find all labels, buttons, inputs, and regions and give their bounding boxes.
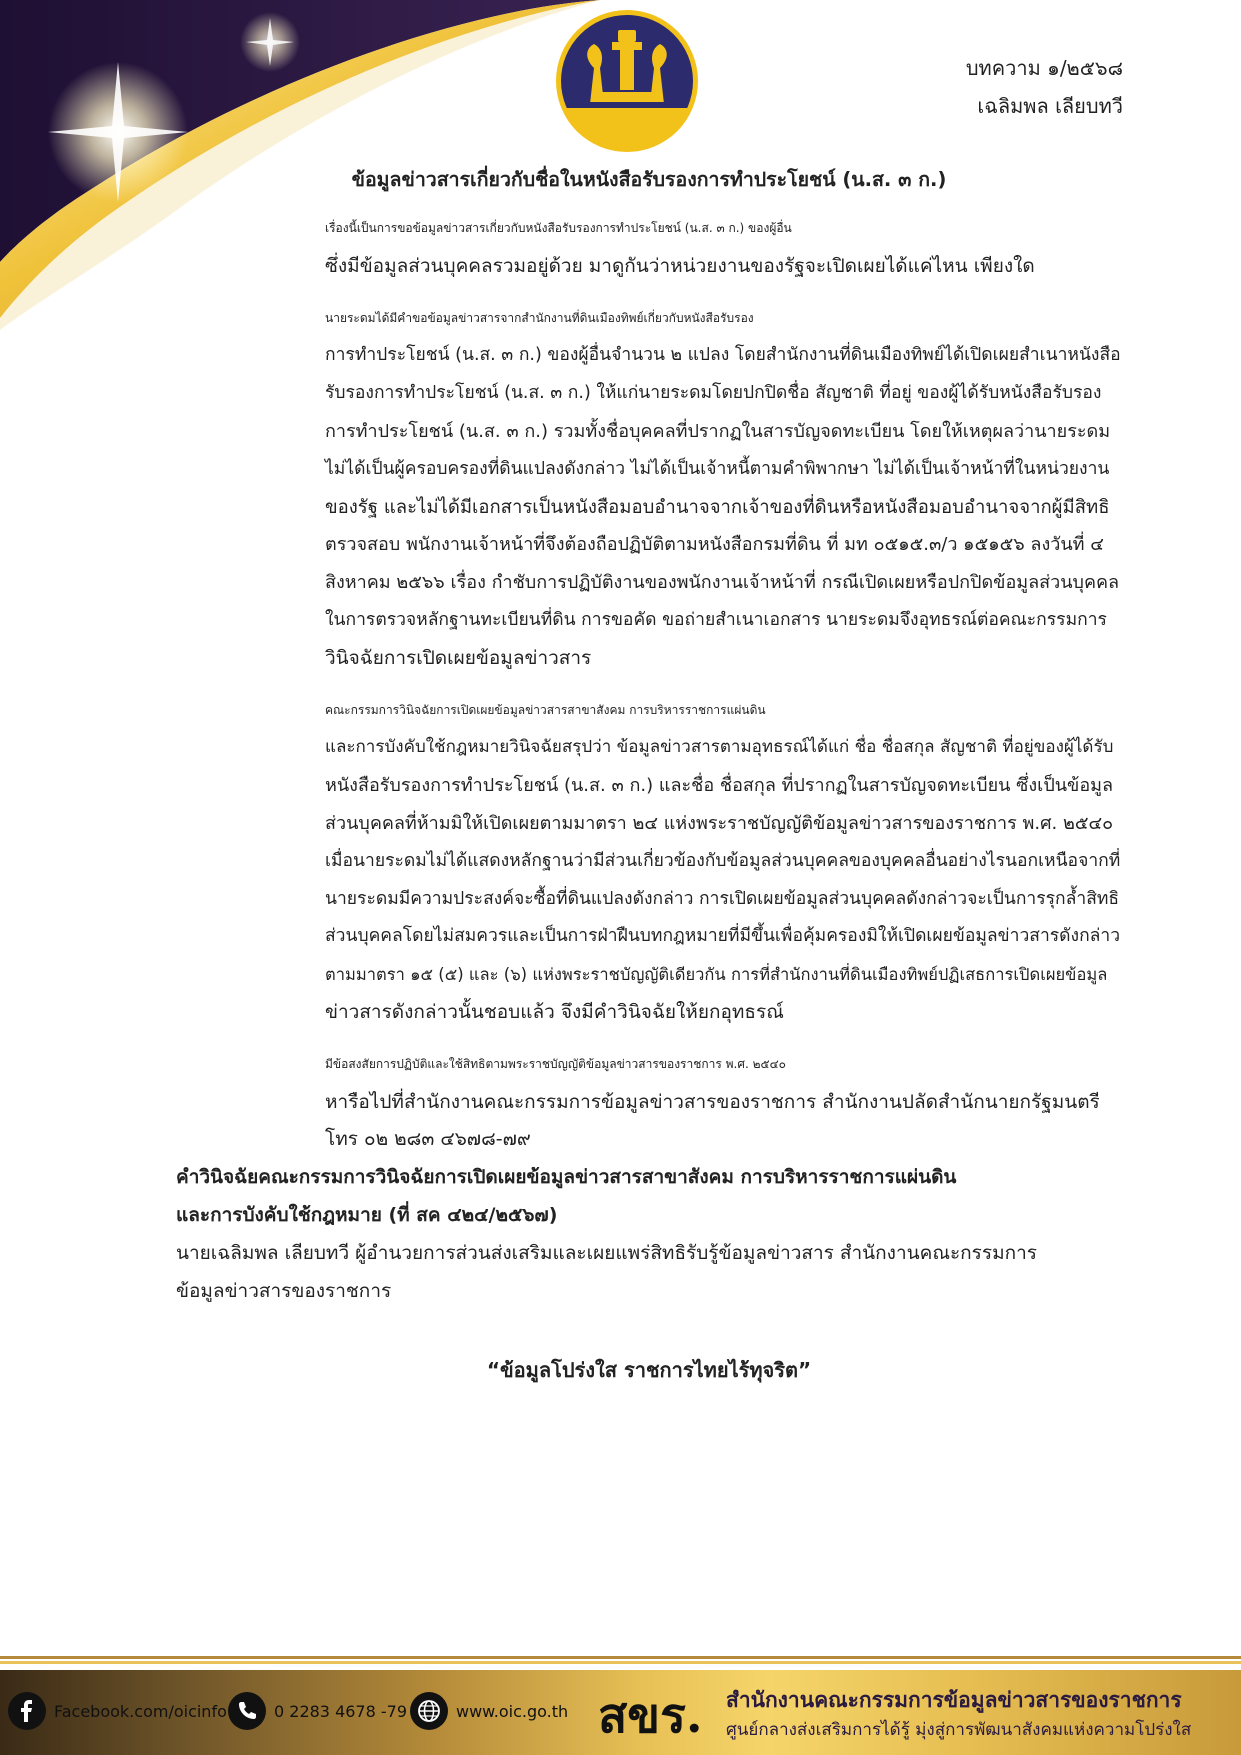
text-line: นายระดมมีความประสงค์จะซื้อที่ดินแปลงดังกล่าว การเปิดเผยข้อมูลส่วนบุคคลดังกล่าวจะเป็นการรุกล้ำสิทธิ — [325, 888, 1120, 909]
text-line: ส่วนบุคคลที่ห้ามมิให้เปิดเผยตามมาตรา ๒๔ แห่งพระราชบัญญัติข้อมูลข่าวสารของราชการ พ.ศ. ๒๕๔๐ — [325, 812, 1114, 834]
footer-phone[interactable] — [228, 1690, 407, 1732]
footer-divider — [0, 1656, 1241, 1664]
text-line: การทำประโยชน์ (น.ส. ๓ ก.) ของผู้อื่นจำนวน ๒ แปลง โดยสำนักงานที่ดินเมืองทิพย์ได้เปิดเผยสำเนาหนังสือ — [325, 345, 1121, 366]
text-line: เมื่อนายระดมไม่ได้แสดงหลักฐานว่ามีส่วนเกี่ยวข้องกับข้อมูลส่วนบุคคลของบุคคลอื่นอย่างไรนอกเหนือจากที่ — [325, 850, 1121, 871]
text-line: คำวินิจฉัยคณะกรรมการวินิจฉัยการเปิดเผยข้อมูลข่าวสารสาขาสังคม การบริหารราชการแผ่นดิน — [176, 1166, 957, 1189]
slogan: “ข้อมูลโปร่งใส ราชการไทยไร้ทุจริต” — [486, 1358, 812, 1382]
text-line: หนังสือรับรองการทำประโยชน์ (น.ส. ๓ ก.) และชื่อ ชื่อสกุล ที่ปรากฏในสารบัญจดทะเบียน ซึ่งเป็นข้อมูล — [325, 775, 1114, 797]
text-line: วินิจฉัยการเปิดเผยข้อมูลข่าวสาร — [325, 646, 592, 669]
text-line: ส่วนบุคคลโดยไม่สมควรและเป็นการฝ่าฝืนบทกฎหมายที่มีขึ้นเพื่อคุ้มครองมิให้เปิดเผยข้อมูลข่าวสารดังกล่าว — [325, 926, 1121, 947]
text-line: หารือไปที่สำนักงานคณะกรรมการข้อมูลข่าวสารของราชการ สำนักงานปลัดสำนักนายกรัฐมนตรี — [325, 1090, 1100, 1113]
text-line: คณะกรรมการวินิจฉัยการเปิดเผยข้อมูลข่าวสารสาขาสังคม การบริหารราชการแผ่นดิน — [325, 702, 766, 717]
decision-reference — [176, 1159, 1122, 1235]
facebook-link[interactable]: Facebook.com/oicinfo — [54, 1701, 227, 1721]
facebook-icon — [8, 1692, 46, 1730]
article-body — [176, 210, 1122, 1310]
author-credit — [176, 1235, 1122, 1311]
text-line: และการบังคับใช้กฎหมายวินิจฉัยสรุปว่า ข้อมูลข่าวสารตามอุทธรณ์ได้แก่ ชื่อ ชื่อสกุล สัญชาติ ที่อยู่ของผู้ได้รับ — [325, 737, 1114, 758]
oic-logo-wordmark: สขร. — [598, 1688, 703, 1744]
text-line: นายระดมได้มีคำขอข้อมูลข่าวสารจากสำนักงานที่ดินเมืองทิพย์เกี่ยวกับหนังสือรับรอง — [325, 310, 754, 325]
text-line: ของรัฐ และไม่ได้มีเอกสารเป็นหนังสือมอบอำนาจจากเจ้าของที่ดินหรือหนังสือมอบอำนาจจากผู้มีสิทธิ — [325, 496, 1110, 518]
paragraph-decision — [176, 692, 1122, 1032]
text-line: โทร ๐๒ ๒๘๓ ๔๖๗๘-๗๙ — [325, 1128, 531, 1151]
text-line: การทำประโยชน์ (น.ส. ๓ ก.) รวมทั้งชื่อบุคคลที่ปรากฏในสารบัญจดทะเบียน โดยให้เหตุผลว่านายระดม — [325, 420, 1111, 442]
footer-bar — [0, 1670, 1241, 1755]
organization-name: สำนักงานคณะกรรมการข้อมูลข่าวสารของราชการ — [726, 1688, 1182, 1712]
paragraph-facts — [176, 300, 1122, 678]
text-line: ข่าวสารดังกล่าวนั้นชอบแล้ว จึงมีคำวินิจฉัยให้ยกอุทธรณ์ — [325, 1000, 784, 1023]
article-author: เฉลิมพล เลียบทวี — [977, 94, 1123, 118]
text-line: ตรวจสอบ พนักงานเจ้าหน้าที่จึงต้องถือปฏิบัติตามหนังสือกรมที่ดิน ที่ มท ๐๕๑๕.๓/ว ๑๕๑๕๖ ลงวันที่ ๔ — [325, 534, 1104, 556]
text-line: ตามมาตรา ๑๕ (๕) และ (๖) แห่งพระราชบัญญัติเดียวกัน การที่สำนักงานที่ดินเมืองทิพย์ปฏิเสธการเปิดเผยข้อมูล — [325, 965, 1108, 985]
globe-icon — [410, 1692, 448, 1730]
organization-tagline: ศูนย์กลางส่งเสริมการได้รู้ มุ่งสู่การพัฒนาสังคมแห่งความโปร่งใส — [726, 1720, 1192, 1740]
text-line: รับรองการทำประโยชน์ (น.ส. ๓ ก.) ให้แก่นายระดมโดยปกปิดชื่อ สัญชาติ ที่อยู่ ของผู้ได้รับหนังสือรับรอง — [325, 383, 1102, 404]
text-line: ในการตรวจหลักฐานทะเบียนที่ดิน การขอคัด ขอถ่ายสำเนาเอกสาร นายระดมจึงอุทธรณ์ต่อคณะกรรมการ — [325, 609, 1107, 630]
text-line: สิงหาคม ๒๕๖๖ เรื่อง กำชับการปฏิบัติงานของพนักงานเจ้าหน้าที่ กรณีเปิดเผยหรือปกปิดข้อมูลส่วนบุคคล — [325, 572, 1120, 594]
website-link[interactable]: www.oic.go.th — [456, 1701, 569, 1721]
text-line: ไม่ได้เป็นผู้ครอบครองที่ดินแปลงดังกล่าว ไม่ได้เป็นเจ้าหนี้ตามคำพิพากษา ไม่ได้เป็นเจ้าหน้าที่ในหน่วยงาน — [325, 458, 1110, 479]
text-line: ซึ่งมีข้อมูลส่วนบุคคลรวมอยู่ด้วย มาดูกันว่าหน่วยงานของรัฐจะเปิดเผยได้แค่ไหน เพียงใด — [325, 254, 1035, 277]
oic-emblem-icon — [554, 8, 700, 154]
footer-website[interactable] — [410, 1690, 568, 1732]
text-line: นายเฉลิมพล เลียบทวี ผู้อำนวยการส่วนส่งเสริมและเผยแพร่สิทธิรับรู้ข้อมูลข่าวสาร สำนักงานคณะกรรมการ — [176, 1241, 1037, 1264]
paragraph-contact — [176, 1046, 1122, 1159]
text-line: ข้อมูลข่าวสารของราชการ — [176, 1279, 392, 1302]
phone-icon — [228, 1692, 266, 1730]
paragraph-intro — [176, 210, 1122, 286]
article-title: ข้อมูลข่าวสารเกี่ยวกับชื่อในหนังสือรับรองการทำประโยชน์ (น.ส. ๓ ก.) — [351, 168, 947, 191]
text-line: มีข้อสงสัยการปฏิบัติและใช้สิทธิตามพระราชบัญญัติข้อมูลข่าวสารของราชการ พ.ศ. ๒๕๔๐ — [325, 1056, 787, 1071]
text-line: เรื่องนี้เป็นการขอข้อมูลข่าวสารเกี่ยวกับหนังสือรับรองการทำประโยชน์ (น.ส. ๓ ก.) ของผู้อื่น — [325, 221, 792, 235]
phone-number: 0 2283 4678 -79 — [274, 1701, 408, 1721]
text-line: และการบังคับใช้กฎหมาย (ที่ สค ๔๒๔/๒๕๖๗) — [176, 1203, 558, 1226]
footer-facebook[interactable] — [8, 1690, 227, 1732]
article-number: บทความ ๑/๒๕๖๘ — [965, 56, 1123, 80]
